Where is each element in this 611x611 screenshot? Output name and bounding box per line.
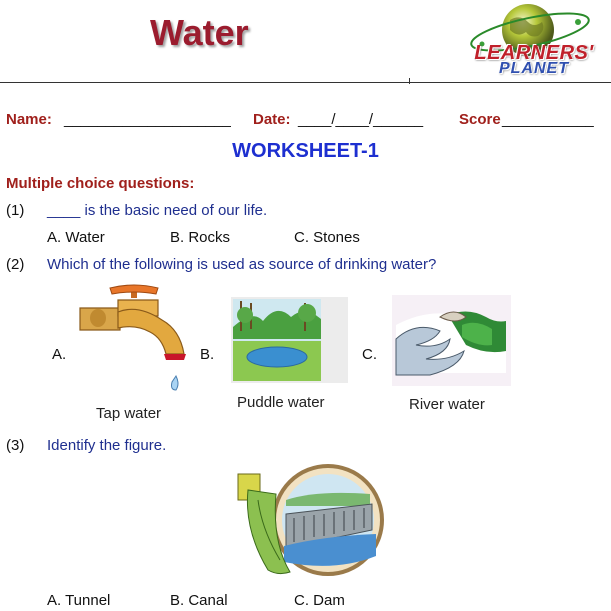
date-label: Date:: [253, 111, 291, 128]
q2-caption-c: River water: [409, 396, 485, 413]
divider-tick: [409, 78, 410, 84]
q3-option-c[interactable]: C. Dam: [294, 592, 345, 609]
q2-option-b-letter[interactable]: B.: [200, 346, 215, 363]
question-1-number: (1): [6, 202, 25, 219]
question-1-text: ____ is the basic need of our life.: [47, 202, 268, 219]
date-field[interactable]: ____/____/______: [298, 111, 424, 128]
name-field[interactable]: ____________________: [64, 111, 231, 128]
score-field[interactable]: ___________: [502, 111, 594, 128]
q1-option-a[interactable]: A. Water: [47, 229, 105, 246]
header-divider: [0, 82, 611, 83]
dam-icon: [234, 460, 386, 585]
logo-line-1: LEARNERS': [474, 42, 594, 64]
question-3-text: Identify the figure.: [47, 437, 167, 454]
worksheet-title: WORKSHEET-1: [232, 140, 379, 162]
puddle-water-image[interactable]: [231, 297, 348, 383]
dam-image[interactable]: [234, 460, 386, 585]
page-title: Water: [150, 12, 249, 53]
q3-option-a[interactable]: A. Tunnel: [47, 592, 111, 609]
q2-caption-a: Tap water: [96, 405, 162, 422]
q3-option-b[interactable]: B. Canal: [170, 592, 228, 609]
river-water-image[interactable]: [392, 295, 511, 386]
question-2-text: Which of the following is used as source of drinking water?: [47, 256, 437, 273]
tap-water-image[interactable]: [78, 282, 193, 398]
puddle-icon: [231, 297, 348, 383]
section-title: Multiple choice questions:: [6, 175, 195, 192]
question-3-number: (3): [6, 437, 25, 454]
q1-option-c[interactable]: C. Stones: [294, 229, 360, 246]
q2-caption-b: Puddle water: [237, 394, 325, 411]
learners-planet-logo: [458, 0, 608, 82]
score-label: Score: [459, 111, 501, 128]
q2-option-a-letter[interactable]: A.: [52, 346, 67, 363]
question-2-number: (2): [6, 256, 25, 273]
q1-option-b[interactable]: B. Rocks: [170, 229, 231, 246]
tap-icon: [78, 282, 193, 398]
q2-option-c-letter[interactable]: C.: [362, 346, 377, 363]
logo-line-2: PLANET: [499, 60, 569, 77]
name-label: Name:: [6, 111, 52, 128]
river-icon: [392, 295, 511, 386]
